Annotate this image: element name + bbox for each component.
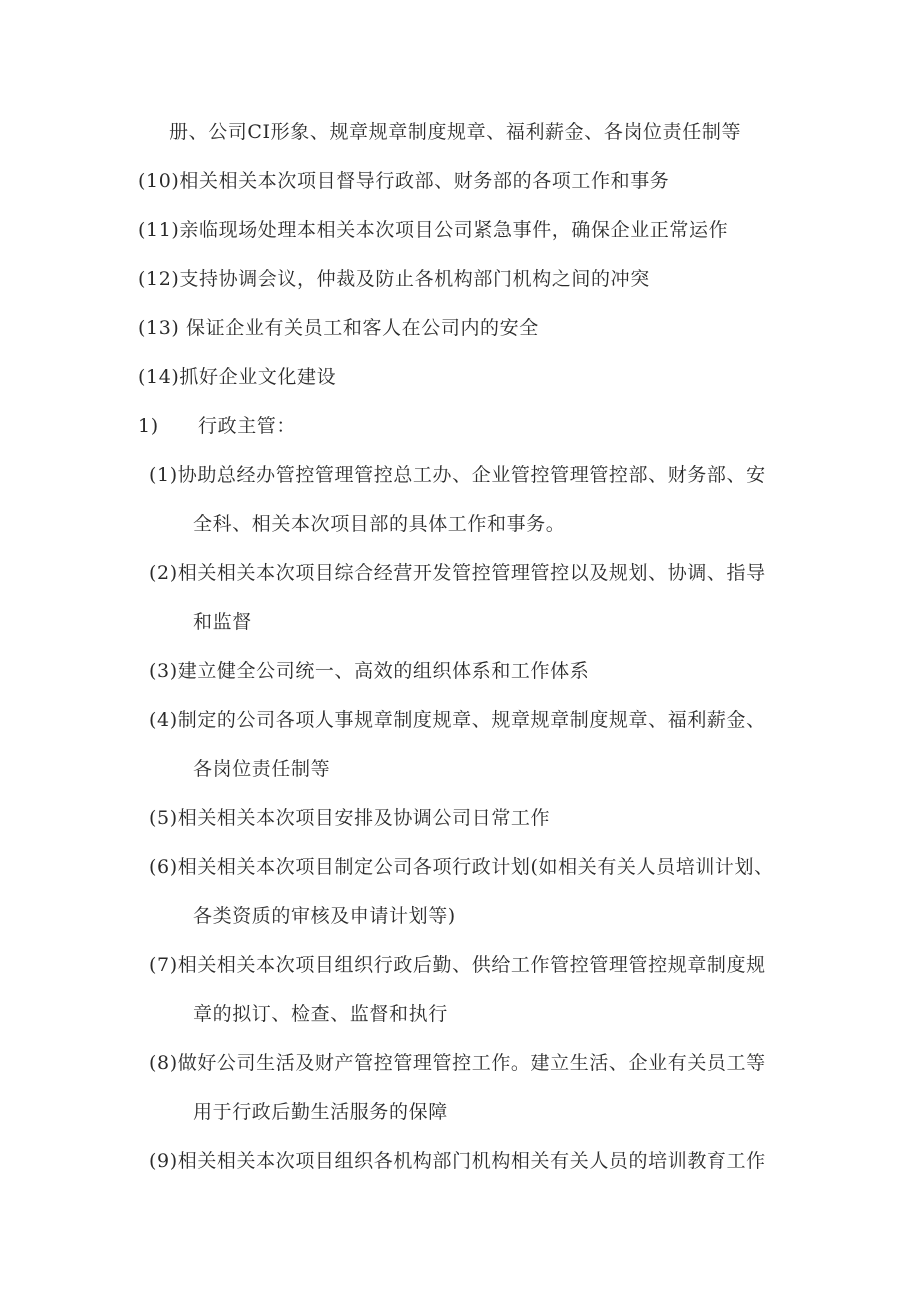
list-item-9: (9)相关相关本次项目组织各机构部门机构相关有关人员的培训教育工作 xyxy=(149,1150,766,1172)
list-item-5: (5)相关相关本次项目安排及协调公司日常工作 xyxy=(149,807,551,829)
list-item-8-line-1: (8)做好公司生活及财产管控管理管控工作。建立生活、企业有关员工等 xyxy=(149,1052,766,1074)
list-item-4-line-1: (4)制定的公司各项人事规章制度规章、规章规章制度规章、福利薪金、 xyxy=(149,709,766,731)
list-item-10: (10)相关相关本次项目督导行政部、财务部的各项工作和事务 xyxy=(138,170,670,192)
list-item-12: (12)支持协调会议，仲裁及防止各机构部门机构之间的冲突 xyxy=(138,268,650,290)
list-item-7-line-2: 章的拟订、检查、监督和执行 xyxy=(193,1003,448,1025)
list-item-13: (13) 保证企业有关员工和客人在公司内的安全 xyxy=(138,317,539,339)
list-item-6-line-2: 各类资质的审核及申请计划等) xyxy=(193,905,456,927)
list-item-1-line-1: (1)协助总经办管控管理管控总工办、企业管控管理管控部、财务部、安 xyxy=(149,464,766,486)
list-item-7-line-1: (7)相关相关本次项目组织行政后勤、供给工作管控管理管控规章制度规 xyxy=(149,954,766,976)
section-title: 行政主管： xyxy=(198,415,297,437)
list-item-8-line-2: 用于行政后勤生活服务的保障 xyxy=(193,1101,448,1123)
list-item-1-line-2: 全科、相关本次项目部的具体工作和事务。 xyxy=(193,513,566,535)
list-item-3: (3)建立健全公司统一、高效的组织体系和工作体系 xyxy=(149,660,590,682)
list-item-11: (11)亲临现场处理本相关本次项目公司紧急事件，确保企业正常运作 xyxy=(138,219,729,241)
list-item-6-line-1: (6)相关相关本次项目制定公司各项行政计划(如相关有关人员培训计划、 xyxy=(149,856,774,878)
list-item-14: (14)抓好企业文化建设 xyxy=(138,366,337,388)
continuation-line: 册、公司CI形象、规章规章制度规章、福利薪金、各岗位责任制等 xyxy=(169,121,742,143)
section-number: 1) xyxy=(138,415,159,437)
list-item-4-line-2: 各岗位责任制等 xyxy=(193,758,331,780)
list-item-2-line-1: (2)相关相关本次项目综合经营开发管控管理管控以及规划、协调、指导 xyxy=(149,562,766,584)
list-item-2-line-2: 和监督 xyxy=(193,611,252,633)
